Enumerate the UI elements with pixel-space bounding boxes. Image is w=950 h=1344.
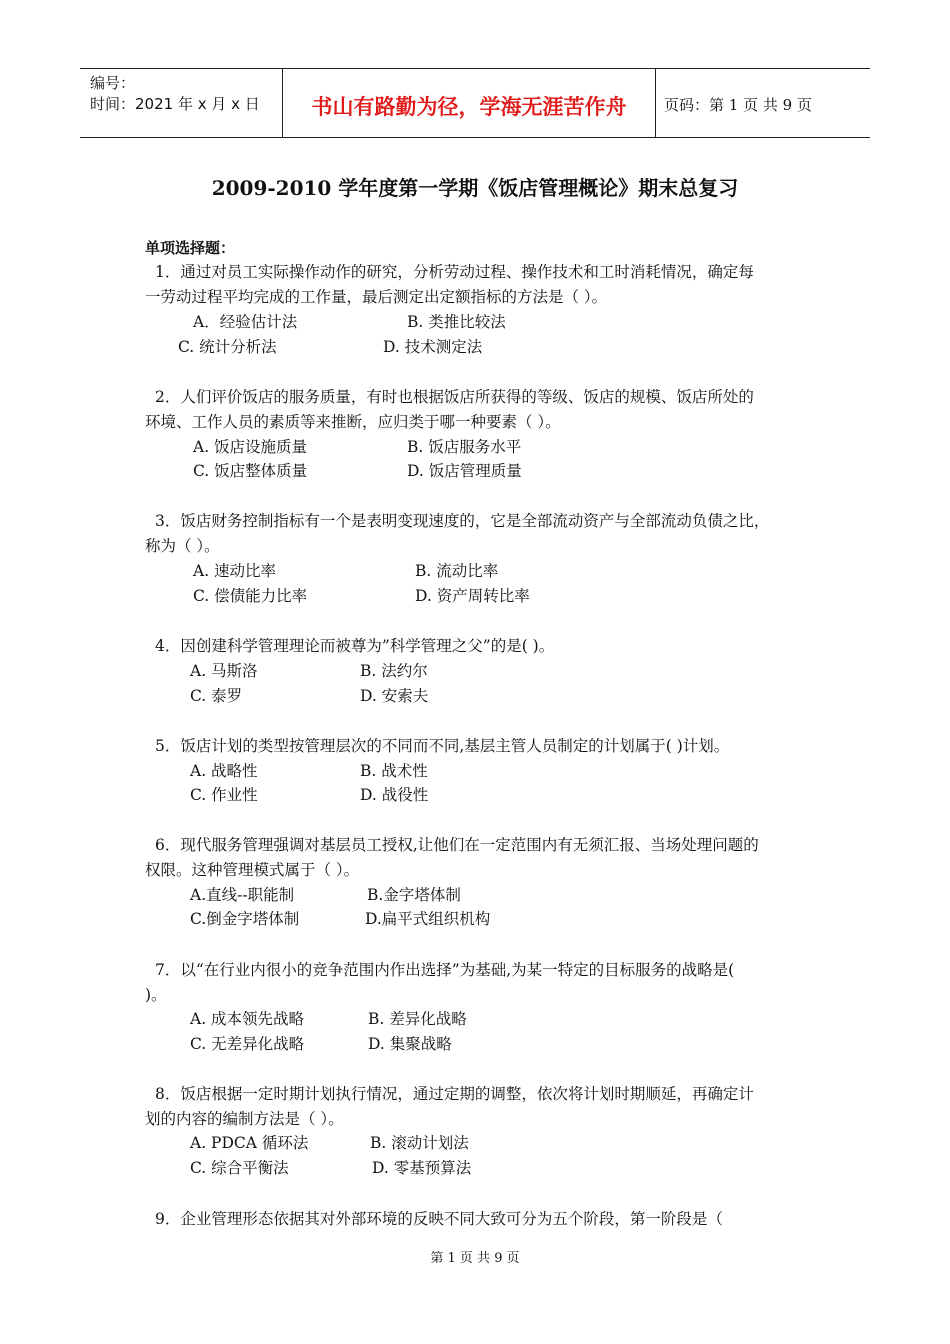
- question-8-line-1: 8．饭店根据一定时期计划执行情况，通过定期的调整，依次将计划时期顺延，再确定计: [155, 1085, 754, 1103]
- question-8-option-d: D. 零基预算法: [372, 1159, 472, 1177]
- question-3-option-c: C. 偿债能力比率: [193, 587, 308, 605]
- header-left-cell: [80, 69, 282, 137]
- question-7-line-2: )。: [145, 986, 167, 1004]
- question-8-option-b: B. 滚动计划法: [370, 1134, 469, 1152]
- page-counter-label: 页码：第 1 页 共 9 页: [664, 96, 812, 114]
- question-4-line-1: 4．因创建科学管理理论而被尊为”科学管理之父”的是( )。: [155, 637, 555, 655]
- question-2-option-b: B. 饭店服务水平: [407, 438, 522, 456]
- question-1-line-2: 一劳动过程平均完成的工作量，最后测定出定额指标的方法是（ ）。: [145, 288, 608, 306]
- question-2-option-c: C. 饭店整体质量: [193, 462, 308, 480]
- question-4-option-d: D. 安索夫: [360, 687, 429, 705]
- header-table: [80, 68, 870, 138]
- question-4-option-b: B. 法约尔: [360, 662, 428, 680]
- question-7-option-a: A. 成本领先战略: [190, 1010, 305, 1028]
- question-7-line-1: 7．以“在行业内很小的竞争范围内作出选择”为基础,为某一特定的目标服务的战略是(: [155, 961, 735, 979]
- question-5-option-d: D. 战役性: [360, 786, 429, 804]
- question-5-line-1: 5．饭店计划的类型按管理层次的不同而不同,基层主管人员制定的计划属于( )计划。: [155, 737, 730, 755]
- document-number-label: 编号：: [90, 74, 136, 92]
- question-2-option-a: A. 饭店设施质量: [193, 438, 308, 456]
- question-3-option-b: B. 流动比率: [415, 562, 499, 580]
- question-1-option-a: A．经验估计法: [193, 313, 298, 331]
- question-6-option-d: D.扁平式组织机构: [365, 910, 491, 928]
- question-5-option-c: C. 作业性: [190, 786, 258, 804]
- question-6-option-c: C.倒金字塔体制: [190, 910, 300, 928]
- question-1-option-c: C. 统计分析法: [178, 338, 277, 356]
- document-date-label: 时间：2021 年 x 月 x 日: [90, 95, 260, 113]
- question-1-line-1: 1．通过对员工实际操作动作的研究，分析劳动过程、操作技术和工时消耗情况，确定每: [155, 263, 754, 281]
- header-middle-cell: [282, 69, 656, 137]
- question-8-option-a: A. PDCA 循环法: [190, 1134, 309, 1152]
- question-6-line-1: 6．现代服务管理强调对基层员工授权,让他们在一定范围内有无须汇报、当场处理问题的: [155, 836, 759, 854]
- document-title: 2009-2010 学年度第一学期《饭店管理概论》期末总复习: [211, 176, 739, 200]
- section-title: 单项选择题：: [145, 239, 236, 257]
- question-6-line-2: 权限。这种管理模式属于（ ）。: [145, 861, 360, 879]
- question-5-option-b: B. 战术性: [360, 762, 428, 780]
- question-6-option-b: B.金字塔体制: [367, 886, 461, 904]
- question-2-option-d: D. 饭店管理质量: [407, 462, 522, 480]
- question-4-option-c: C. 泰罗: [190, 687, 243, 705]
- motto-text: 书山有路勤为径，学海无涯苦作舟: [311, 95, 627, 119]
- question-7-option-d: D. 集聚战略: [368, 1035, 452, 1053]
- question-7-option-c: C. 无差异化战略: [190, 1035, 305, 1053]
- question-8-line-2: 划的内容的编制方法是（ ）。: [145, 1110, 344, 1128]
- question-3-line-1: 3．饭店财务控制指标有一个是表明变现速度的，它是全部流动资产与全部流动负债之比，: [155, 512, 770, 530]
- question-6-option-a: A.直线--职能制: [190, 886, 295, 904]
- page-footer: 第 1 页 共 9 页: [430, 1251, 520, 1266]
- question-3-option-d: D. 资产周转比率: [415, 587, 530, 605]
- question-3-option-a: A. 速动比率: [193, 562, 277, 580]
- question-1-option-b: B. 类推比较法: [407, 313, 506, 331]
- header-right-cell: [654, 69, 870, 137]
- question-4-option-a: A. 马斯洛: [190, 662, 258, 680]
- question-9-line-1: 9．企业管理形态依据其对外部环境的反映不同大致可分为五个阶段，第一阶段是（: [155, 1210, 723, 1228]
- question-5-option-a: A. 战略性: [190, 762, 258, 780]
- question-3-line-2: 称为（ ）。: [145, 537, 220, 555]
- question-2-line-2: 环境、工作人员的素质等来推断，应归类于哪一种要素（ ）。: [145, 413, 561, 431]
- question-7-option-b: B. 差异化战略: [368, 1010, 467, 1028]
- question-2-line-1: 2．人们评价饭店的服务质量，有时也根据饭店所获得的等级、饭店的规模、饭店所处的: [155, 388, 754, 406]
- question-8-option-c: C. 综合平衡法: [190, 1159, 289, 1177]
- question-1-option-d: D. 技术测定法: [383, 338, 483, 356]
